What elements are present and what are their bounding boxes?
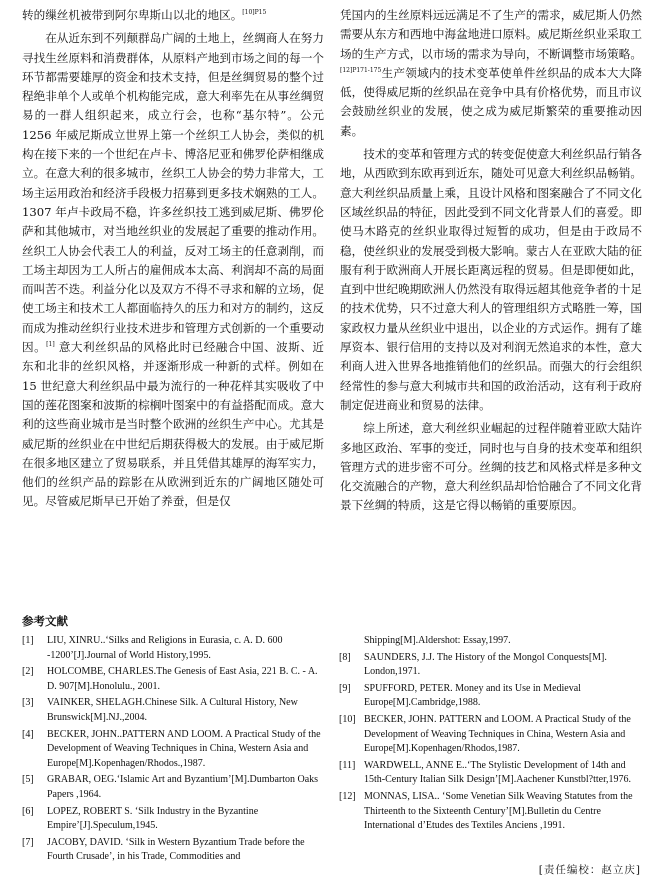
editor-note: [责任编校：赵立庆] [538, 864, 641, 876]
reference-number: [5] [22, 774, 34, 786]
paragraph-text: 生产领域内的技术变革使单件丝织品的成本大大降低，使得威尼斯的丝织品在竞争中具有价格优势，而且市议会鼓励丝织业的发展，使之成为威尼斯繁荣的重要推动因素。 [340, 65, 642, 138]
reference-text: WARDWELL, ANNE E..‘The Stylistic Development of 14th and 15th-Century Italian Silk Design’[M].Aachener Kunstbl?tter,1976. [364, 759, 632, 786]
references-column-left [22, 634, 325, 867]
reference-number: [9] [339, 682, 351, 694]
paragraph [22, 6, 324, 25]
body-column-right [340, 6, 642, 516]
reference-text: JACOBY, DAVID. ‘Silk in Western Byzantium Trade before the Fourth Crusade’, in his Trade, Commodities and [47, 836, 305, 863]
reference-item [339, 790, 642, 834]
reference-text: GRABAR, OEG.‘Islamic Art and Byzantium’[M].Dumbarton Oaks Papers ,1964. [47, 774, 319, 800]
reference-number: [7] [22, 836, 34, 848]
reference-item [339, 634, 642, 649]
reference-text: HOLCOMBE, CHARLES.The Genesis of East Asia, 221 B. C. - A. D. 907[M].Honolulu., 2001. [47, 666, 318, 692]
citation-marker: [1] [46, 341, 55, 349]
reference-item [22, 696, 325, 725]
reference-number: [12] [339, 790, 356, 802]
reference-item [22, 836, 325, 865]
paragraph-text: 转的缫丝机被带到阿尔卑斯山以北的地区。 [22, 8, 243, 22]
reference-text: BECKER, JOHN..PATTERN AND LOOM. A Practical Study of the Development of Weaving Techniques in China, Western Asia and Europe[M].Kopenhagen/Rhodos.,1987. [47, 728, 321, 769]
reference-text: SAUNDERS, J.J. The History of the Mongol Conquests[M]. London,1971. [364, 651, 607, 678]
reference-text: VAINKER, SHELAGH.Chinese Silk. A Cultural History, New Brunswick[M].NJ.,2004. [47, 697, 298, 723]
references-list [22, 634, 642, 867]
paragraph-text: 综上所述，意大利丝织业崛起的过程伴随着亚欧大陆许多地区政治、军事的变迁，同时也与自身的技术变革和组织管理方式的进步密不可分。丝绸的技艺和风格式样是多种文化交流融合的产物，意大利丝织品却恰恰融合了不同文化背景下丝绸的特质，这是它得以畅销的重要原因。 [340, 421, 642, 513]
reference-number: [10] [339, 713, 356, 725]
reference-text: MONNAS, LISA.. ‘Some Venetian Silk Weaving Statutes from the Thirteenth to the Sixteenth Century’[M].Bulletin du Centre International d’Etudes des Textiles Anciens ,1991. [364, 790, 633, 832]
paragraph-text: 凭国内的生丝原料远远满足不了生产的需求，威尼斯人仍然需要从东方和西地中海盆地进口原料。威尼斯丝织业采取工场的生产方式，以市场的需求为导向，不断调整市场策略。 [340, 8, 642, 61]
reference-item [339, 713, 642, 757]
paragraph [340, 145, 642, 415]
paragraph [22, 29, 324, 511]
reference-text: BECKER, JOHN. PATTERN and LOOM. A Practical Study of the Development of Weaving Techniques in China, Western Asia and Europe[M].Kopenhagen/Rhodos,1987. [364, 713, 631, 755]
reference-item [339, 682, 642, 711]
reference-item [22, 634, 325, 663]
reference-text: LOPEZ, ROBERT S. ‘Silk Industry in the Byzantine Empire’[J].Speculum,1945. [47, 805, 259, 832]
reference-number: [6] [22, 805, 34, 817]
paragraph [340, 419, 642, 515]
reference-text: LIU, XINRU..‘Silks and Religions in Eurasia, c. A. D. 600 -1200’[J].Journal of World History,1995. [47, 635, 283, 661]
reference-number [339, 634, 364, 649]
reference-number: [4] [22, 728, 34, 740]
reference-item [339, 759, 642, 788]
reference-number: [2] [22, 666, 34, 678]
reference-text: SPUFFORD, PETER. Money and its Use in Medieval Europe[M].Cambridge,1988. [364, 682, 581, 709]
reference-number: [8] [339, 651, 351, 663]
reference-number: [11] [339, 759, 356, 771]
reference-item [22, 805, 325, 834]
citation-marker: [12]P171-175 [340, 67, 382, 75]
references-column-right [339, 634, 642, 867]
reference-item [339, 651, 642, 680]
reference-item [22, 728, 325, 772]
reference-number: [3] [22, 697, 34, 709]
article-body [22, 6, 642, 516]
paragraph-text: 技术的变革和管理方式的转变促使意大利丝织品行销各地，从西欧到东欧再到近东，随处可见意大利丝织品畅销。意大利丝织品质量上乘，且设计风格和图案融合了不同文化区域丝织品的特征，因此受到不同文化背景人们的喜爱。即使马木路克的丝织业取得过短暂的成功，但是由于政局不稳，使丝织业的发展受到极大影响。蒙古人在亚欧大陆的征服有利于欧洲商人开展长距离远程的贸易。但是即便如此，直到中世纪晚期欧洲人仍然没有取得远超其他竞争者的十足的技术优势，只不过意大利人的管理组织方式略胜一筹，国家政权力量从丝织业中退出，以企业的方式运作。拥有了雄厚资本、银行信用的支持以及对利润无然追求的本性，意大利商人进入世界各地推销他们的丝织品。而强大的行会组织经常性的参与意大利城市共和国的政治活动，这有利于政府制定促进商业和贸易的法律。 [340, 147, 642, 412]
paragraph-text: 意大利丝织品的风格此时已经融合中国、波斯、近东和北非的丝织风格，并逐渐形成一种新的式样。例如在 15 世纪意大利丝织品中最为流行的一种花样其实吸收了中国的莲花图案和波斯的棕榈叶图案中的有益搭配而成。意大利的这些商业城市是当时整个欧洲的丝织生产中心。尤其是威尼斯的丝织业在中世纪后期获得极大的发展。由于威尼斯在很多地区建立了贸易联系，并且凭借其雄厚的海军实力，他们的丝织产品的踪影在从欧洲到近东的广阔地区随处可见。尽管威尼斯早已开始了养蚕，但是仅 [22, 340, 324, 509]
references-heading: 参考文献 [22, 614, 68, 628]
paragraph [340, 6, 642, 141]
reference-text: Shipping[M].Aldershot: Essay,1997. [364, 635, 511, 646]
body-column-left [22, 6, 324, 516]
reference-item [22, 773, 325, 802]
reference-number: [1] [22, 635, 34, 646]
citation-marker: [10]P15 [242, 9, 267, 17]
reference-item [22, 665, 325, 694]
paragraph-text: 在从近东到不列颠群岛广阔的土地上，丝绸商人在努力寻找生丝原料和消费群体，从原料产地到市场之间的每一个环节都需要雄厚的资金和技术支持，但是丝绸贸易的整个过程绝非单个人或单个机构能完成，意大利率先在从事丝绸贸易的一群人组织起来，成立行会，也称“基尔特”。公元 1256 年威尼斯成立世界上第一个丝织工人协会，类似的机构在接下来的一个世纪在卢卡、博洛尼亚和佛罗伦萨相继成立。在意大利的很多城市，丝织工人协会的势力非常大，工场主运用政治和经济手段极力招募到更多技术娴熟的工人。1307 年卢卡政局不稳，许多丝织技工逃到威尼斯、佛罗伦萨和其他城市，对当地丝织业的发展起了重要的推动作用。丝织工人协会代表工人的利益，反对工场主的任意剥削，而工场主却因为工人所占的雇佣成本太高、利润却不高的局面而叫苦不迭。利益分化以及双方不得不寻求和解的立场，促使工场主和技术工人都面临持久的压力和对方的制约，这反而成为推动丝织行业技术进步和管理方式创新的一个重要动因。 [22, 31, 324, 355]
